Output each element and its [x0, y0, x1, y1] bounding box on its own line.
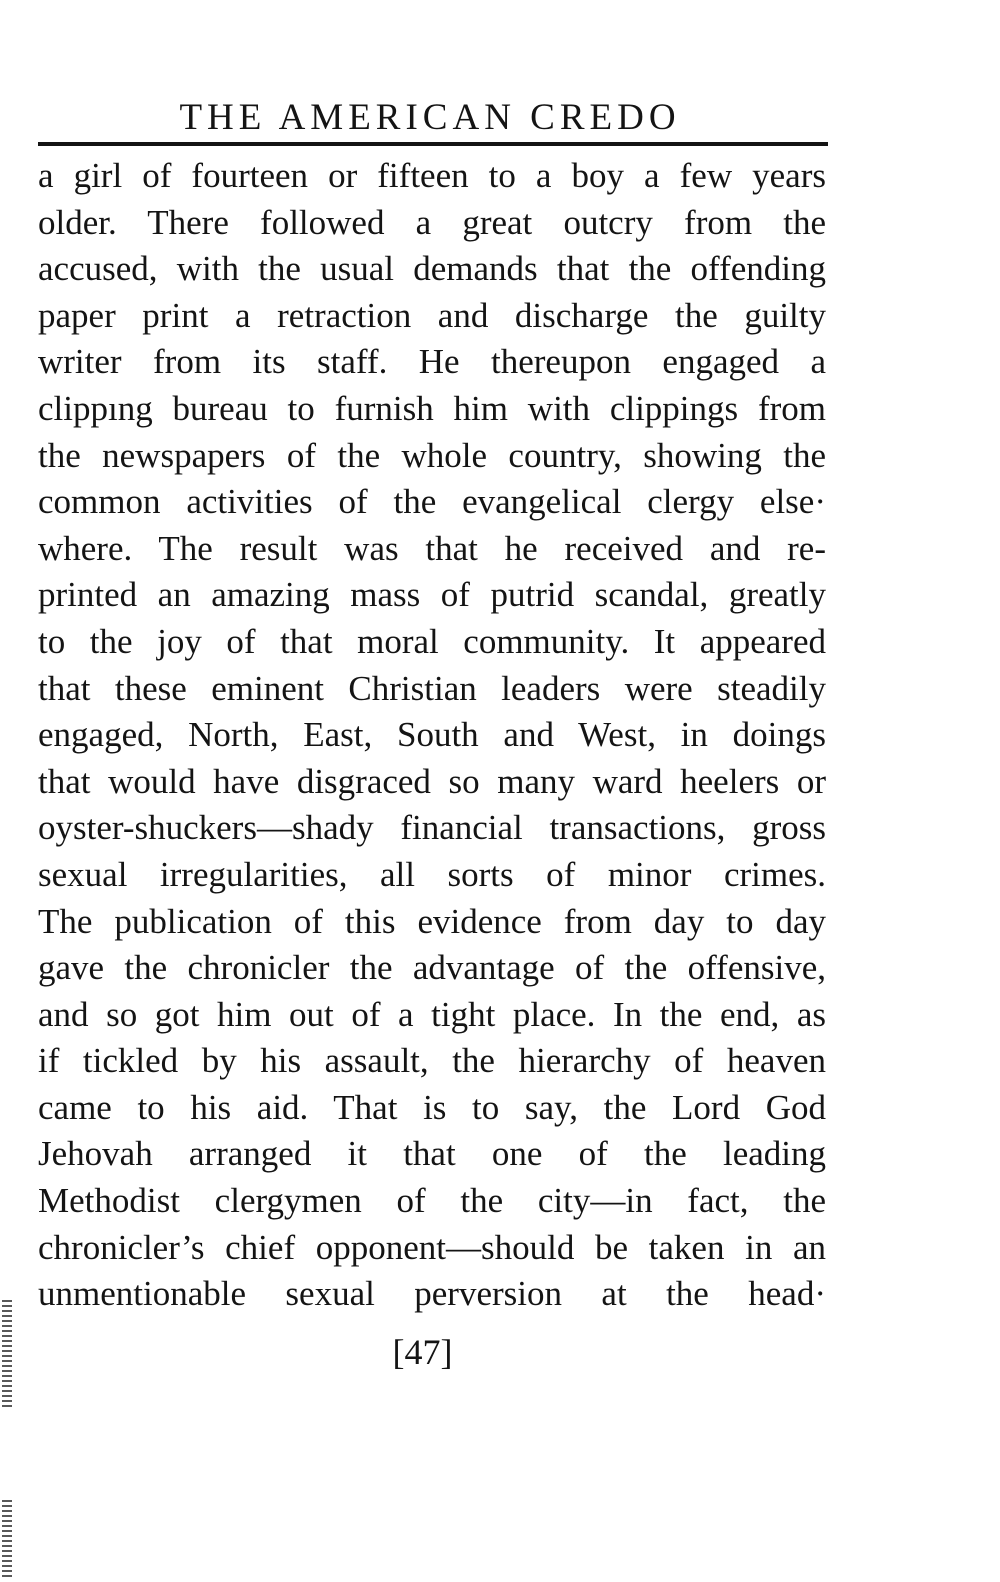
header-rule [38, 142, 828, 146]
running-title: THE AMERICAN CREDO [179, 97, 681, 138]
text-line: common activities of the evangelical clergy else· [38, 482, 826, 522]
text-line: gave the chronicler the advantage of the offensive, [38, 948, 826, 988]
text-line: chronicler’s chief opponent—should be taken in an [38, 1227, 826, 1267]
text-line: unmentionable sexual perversion at the head· [38, 1274, 826, 1314]
text-line: Methodist clergymen of the city—in fact, the [38, 1181, 826, 1221]
text-line: that these eminent Christian leaders were steadily [38, 668, 826, 708]
scan-speck [2, 1500, 12, 1580]
scan-speck [2, 1300, 12, 1410]
text-line: Jehovah arranged it that one of the leading [38, 1134, 826, 1174]
text-line: older. There followed a great outcry from the [38, 202, 826, 242]
text-line: clippıng bureau to furnish him with clippings from [38, 388, 826, 428]
text-line: the newspapers of the whole country, showing the [38, 435, 826, 475]
text-line: printed an amazing mass of putrid scandal, greatly [38, 575, 826, 615]
text-line: and so got him out of a tight place. In the end, as [38, 994, 826, 1034]
text-line: a girl of fourteen or fifteen to a boy a few years [38, 156, 826, 195]
text-line: The publication of this evidence from day to day [38, 901, 826, 941]
text-line: engaged, North, East, South and West, in doings [38, 715, 826, 755]
text-line: where. The result was that he received and re- [38, 528, 826, 568]
text-line: accused, with the usual demands that the offending [38, 249, 826, 289]
text-line: paper print a retraction and discharge the guilty [38, 295, 826, 335]
text-line: to the joy of that moral community. It appeared [38, 621, 826, 661]
text-line: oyster-shuckers—shady financial transactions, gross [38, 808, 826, 848]
body-text [38, 153, 826, 1318]
page-number: [47] [392, 1332, 453, 1372]
text-line: sexual irregularities, all sorts of minor crimes. [38, 854, 826, 894]
text-line: came to his aid. That is to say, the Lord God [38, 1087, 826, 1127]
text-line: that would have disgraced so many ward heelers or [38, 761, 826, 801]
text-line: writer from its staff. He thereupon engaged a [38, 342, 826, 382]
scan-margin-specks [0, 1300, 14, 1580]
text-line: if tickled by his assault, the hierarchy of heaven [38, 1041, 826, 1081]
